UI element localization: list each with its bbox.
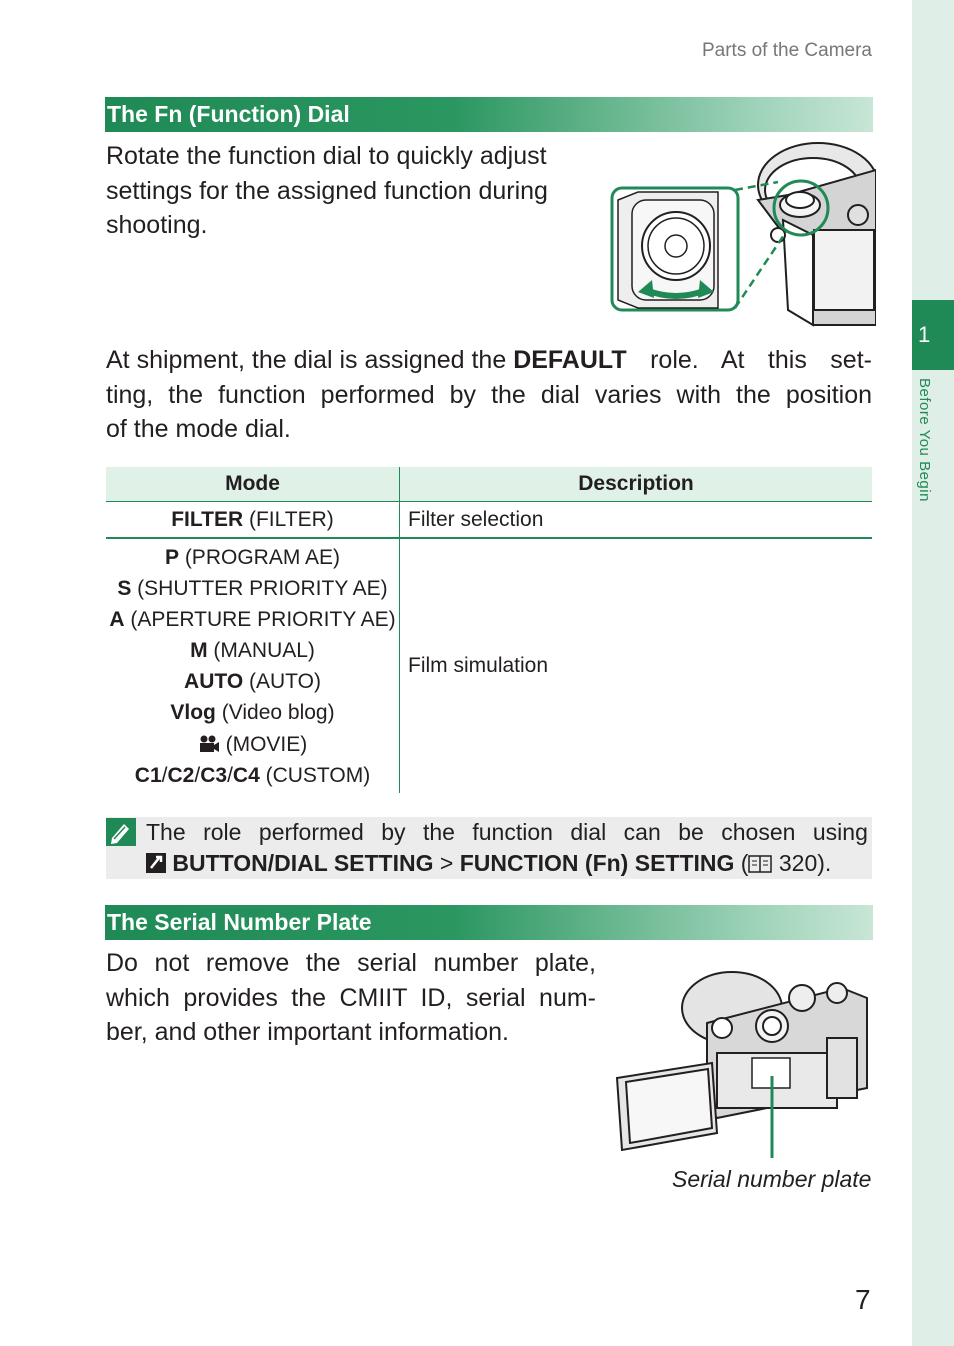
shipment-line: ting, the function performed by the dial varies with the position <box>106 380 872 409</box>
mode-table <box>106 467 872 793</box>
default-role-keyword: DEFAULT <box>513 346 627 374</box>
chapter-number: 1 <box>918 322 931 347</box>
description-cell: Film simulation <box>408 653 549 677</box>
serial-line: which provides the CMIIT ID, serial num- <box>106 983 596 1012</box>
page-number: 7 <box>855 1284 871 1315</box>
setup-wrench-icon <box>146 853 166 873</box>
description-cell: Filter selection <box>400 502 873 539</box>
mode-entry: Vlog (Video blog) <box>170 701 335 725</box>
table-row <box>106 502 872 539</box>
note-line: The role performed by the function dial can be chosen using <box>146 819 868 845</box>
camera-sketch <box>758 143 876 325</box>
chapter-tab <box>912 300 954 370</box>
fn-dial-illustration <box>608 140 876 330</box>
header-mode: Mode <box>106 467 400 502</box>
mode-entry: (MOVIE) <box>106 729 399 760</box>
intro-line: settings for the assigned function during <box>106 176 548 205</box>
mode-entry: A (APERTURE PRIORITY AE) <box>109 608 396 632</box>
pencil-note-icon <box>106 818 136 846</box>
dial-zoom-inset <box>612 188 738 310</box>
section-heading-serial-plate <box>105 905 873 940</box>
mode-cell: FILTER (FILTER) <box>106 502 400 539</box>
section-heading-text: The Fn (Function) Dial <box>107 101 350 127</box>
mode-entry: P (PROGRAM AE) <box>164 546 341 569</box>
mode-entry: C1/C2/C3/C4 (CUSTOM) <box>134 763 371 787</box>
serial-plate-illustration <box>612 968 874 1160</box>
mode-entry: M (MANUAL) <box>190 639 315 663</box>
shipment-line: At shipment, the dial is assigned the DEFAULT role. At this set- <box>106 343 872 378</box>
fn-dial-intro <box>106 139 596 243</box>
chapter-label: Before You Begin <box>916 378 933 502</box>
serial-plate-caption: Serial number plate <box>672 1166 872 1192</box>
side-strip <box>912 0 954 1346</box>
menu-path-button-dial-setting: BUTTON/DIAL SETTING <box>172 850 434 876</box>
running-head: Parts of the Camera <box>701 40 872 61</box>
mode-entry: S (SHUTTER PRIORITY AE) <box>117 577 388 601</box>
note-line: BUTTON/DIAL SETTING > FUNCTION (Fn) SETTING ( 320). <box>146 848 868 879</box>
mode-entry: AUTO (AUTO) <box>184 670 321 694</box>
serial-plate-text <box>106 946 596 1050</box>
note-box <box>106 817 872 879</box>
intro-line: shooting. <box>106 211 208 239</box>
shipment-line: of the mode dial. <box>106 415 291 443</box>
serial-line: ber, and other important information. <box>106 1018 510 1046</box>
table-header-row <box>106 467 872 502</box>
table-row <box>106 538 872 793</box>
fn-dial-shipment <box>106 343 872 447</box>
header-description: Description <box>400 467 873 502</box>
page-reference-icon <box>748 855 772 873</box>
mode-cell <box>106 538 400 793</box>
movie-camera-icon <box>198 735 220 753</box>
section-heading-text: The Serial Number Plate <box>107 909 372 935</box>
serial-line: Do not remove the serial number plate, <box>106 949 596 977</box>
section-heading-fn-dial <box>105 97 873 132</box>
menu-path-function-setting: FUNCTION (Fn) SETTING <box>459 850 735 876</box>
intro-line: Rotate the function dial to quickly adjust <box>106 142 547 170</box>
